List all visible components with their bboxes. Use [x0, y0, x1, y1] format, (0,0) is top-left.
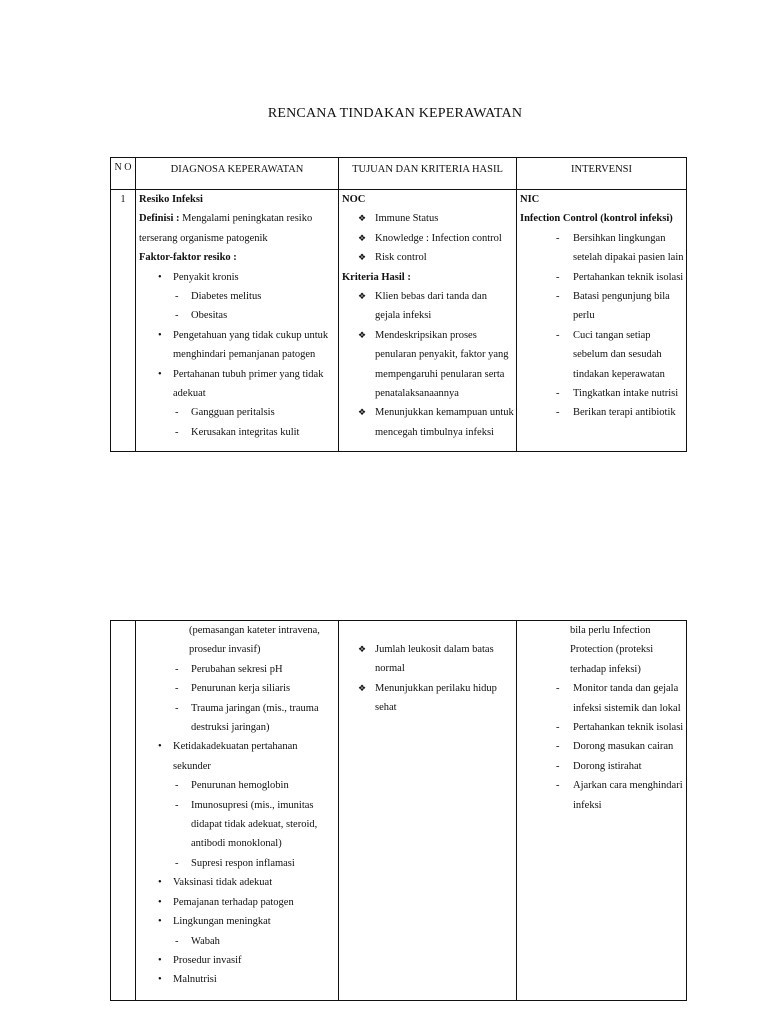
- list-item: - Pertahankan teknik isolasi: [573, 268, 684, 287]
- list-item: - Cuci tangan setiap sebelum dan sesudah tindakan keperawatan: [573, 326, 684, 384]
- list-item: - Tingkatkan intake nutrisi: [573, 384, 684, 403]
- list-item: • Prosedur invasif: [173, 951, 336, 970]
- list-item: ❖ Menunjukkan perilaku hidup sehat: [375, 679, 514, 718]
- list-item: - Perubahan sekresi pH: [191, 660, 336, 679]
- document-title: RENCANA TINDAKAN KEPERAWATAN: [267, 106, 523, 121]
- continued-text: bila perlu Infection Protection (proteksi terhadap infeksi): [570, 625, 654, 675]
- list-item: - Wabah: [191, 932, 336, 951]
- list-item: - Batasi pengunjung bila perlu: [573, 287, 684, 326]
- list-item: - Supresi respon inflamasi: [191, 854, 336, 873]
- criteria-list: [342, 287, 514, 442]
- header-intervensi: INTERVENSI: [517, 158, 687, 190]
- nic-label: NIC: [520, 194, 540, 205]
- list-item: • Lingkungan meningkat - Wabah: [173, 912, 336, 951]
- list-item: ❖ Knowledge : Infection control: [375, 229, 514, 248]
- list-item: • Pertahanan tubuh primer yang tidak adekuat - Gangguan peritalsis - Kerusakan integritas kulit: [173, 365, 336, 443]
- continued-text: (pemasangan kateter intravena, prosedur invasif): [189, 625, 320, 656]
- list-item: ❖ Mendeskripsikan proses penularan penyakit, faktor yang mempengaruhi penularan serta penatalaksanaannya: [375, 326, 514, 404]
- risk-factor-list: [139, 268, 336, 443]
- list-item: - Gangguan peritalsis: [191, 403, 336, 422]
- list-item: - Penurunan hemoglobin: [191, 776, 336, 795]
- list-item: - Diabetes melitus: [191, 287, 336, 306]
- risk-factor-sublist: [139, 660, 336, 738]
- row-number: 1: [111, 190, 136, 452]
- list-item: - Dorong masukan cairan: [573, 737, 684, 756]
- table-row: [111, 190, 687, 452]
- list-item: ❖ Risk control: [375, 248, 514, 267]
- diagnosis-title: Resiko Infeksi: [139, 194, 203, 205]
- care-plan-table-page2: [110, 620, 687, 1001]
- list-item: - Berikan terapi antibiotik: [573, 403, 684, 422]
- list-item: • Pemajanan terhadap patogen: [173, 893, 336, 912]
- intervention-list: [520, 679, 684, 815]
- list-item: - Kerusakan integritas kulit: [191, 423, 336, 442]
- list-item: - Imunosupresi (mis., imunitas didapat tidak adekuat, steroid, antibodi monoklonal): [191, 796, 336, 854]
- diagnosa-cell: [136, 190, 339, 452]
- list-item: - Trauma jaringan (mis., trauma destruksi jaringan): [191, 699, 336, 738]
- list-item: • Ketidakadekuatan pertahanan sekunder - Penurunan hemoglobin - Imunosupresi (mis., imunitas didapat tidak adekuat, steroid, antibodi monoklonal) - Supresi respon inflamasi: [173, 737, 336, 873]
- header-no: N O: [111, 158, 136, 190]
- list-item: - Pertahankan teknik isolasi: [573, 718, 684, 737]
- diagnosa-cell-continued: [136, 621, 339, 1001]
- tujuan-cell: [339, 190, 517, 452]
- definition-text: Definisi : Mengalami peningkatan resiko terserang organisme patogenik: [139, 213, 313, 244]
- criteria-label: Kriteria Hasil :: [342, 271, 411, 283]
- list-item: • Vaksinasi tidak adekuat: [173, 873, 336, 892]
- noc-label: NOC: [342, 194, 366, 205]
- list-item: - Ajarkan cara menghindari infeksi: [573, 776, 684, 815]
- header-tujuan: TUJUAN DAN KRITERIA HASIL: [339, 158, 517, 190]
- criteria-list: [342, 640, 514, 718]
- list-item: ❖ Menunjukkan kemampuan untuk mencegah timbulnya infeksi: [375, 403, 514, 442]
- tujuan-cell-continued: [339, 621, 517, 1001]
- header-diagnosa: DIAGNOSA KEPERAWATAN: [136, 158, 339, 190]
- noc-list: [342, 209, 514, 267]
- nic-title: Infection Control (kontrol infeksi): [520, 213, 673, 225]
- intervensi-cell: [517, 190, 687, 452]
- list-item: ❖ Immune Status: [375, 209, 514, 228]
- intervention-list: [520, 229, 684, 423]
- list-item: - Dorong istirahat: [573, 757, 684, 776]
- list-item: - Bersihkan lingkungan setelah dipakai pasien lain: [573, 229, 684, 268]
- list-item: - Penurunan kerja siliaris: [191, 679, 336, 698]
- risk-factors-label: Faktor-faktor resiko :: [139, 252, 237, 264]
- list-item: • Pengetahuan yang tidak cukup untuk menghindari pemanjanan patogen: [173, 326, 336, 365]
- row-number-empty: [111, 621, 136, 1001]
- list-item: - Obesitas: [191, 306, 336, 325]
- intervensi-cell-continued: [517, 621, 687, 1001]
- list-item: • Malnutrisi: [173, 970, 336, 989]
- list-item: • Penyakit kronis - Diabetes melitus - Obesitas: [173, 268, 336, 326]
- list-item: ❖ Jumlah leukosit dalam batas normal: [375, 640, 514, 679]
- risk-factor-list: [139, 737, 336, 989]
- list-item: - Monitor tanda dan gejala infeksi sistemik dan lokal: [573, 679, 684, 718]
- list-item: ❖ Klien bebas dari tanda dan gejala infeksi: [375, 287, 514, 326]
- care-plan-table-page1: [110, 157, 687, 452]
- table-row: [111, 621, 687, 1001]
- table-header-row: [111, 158, 687, 190]
